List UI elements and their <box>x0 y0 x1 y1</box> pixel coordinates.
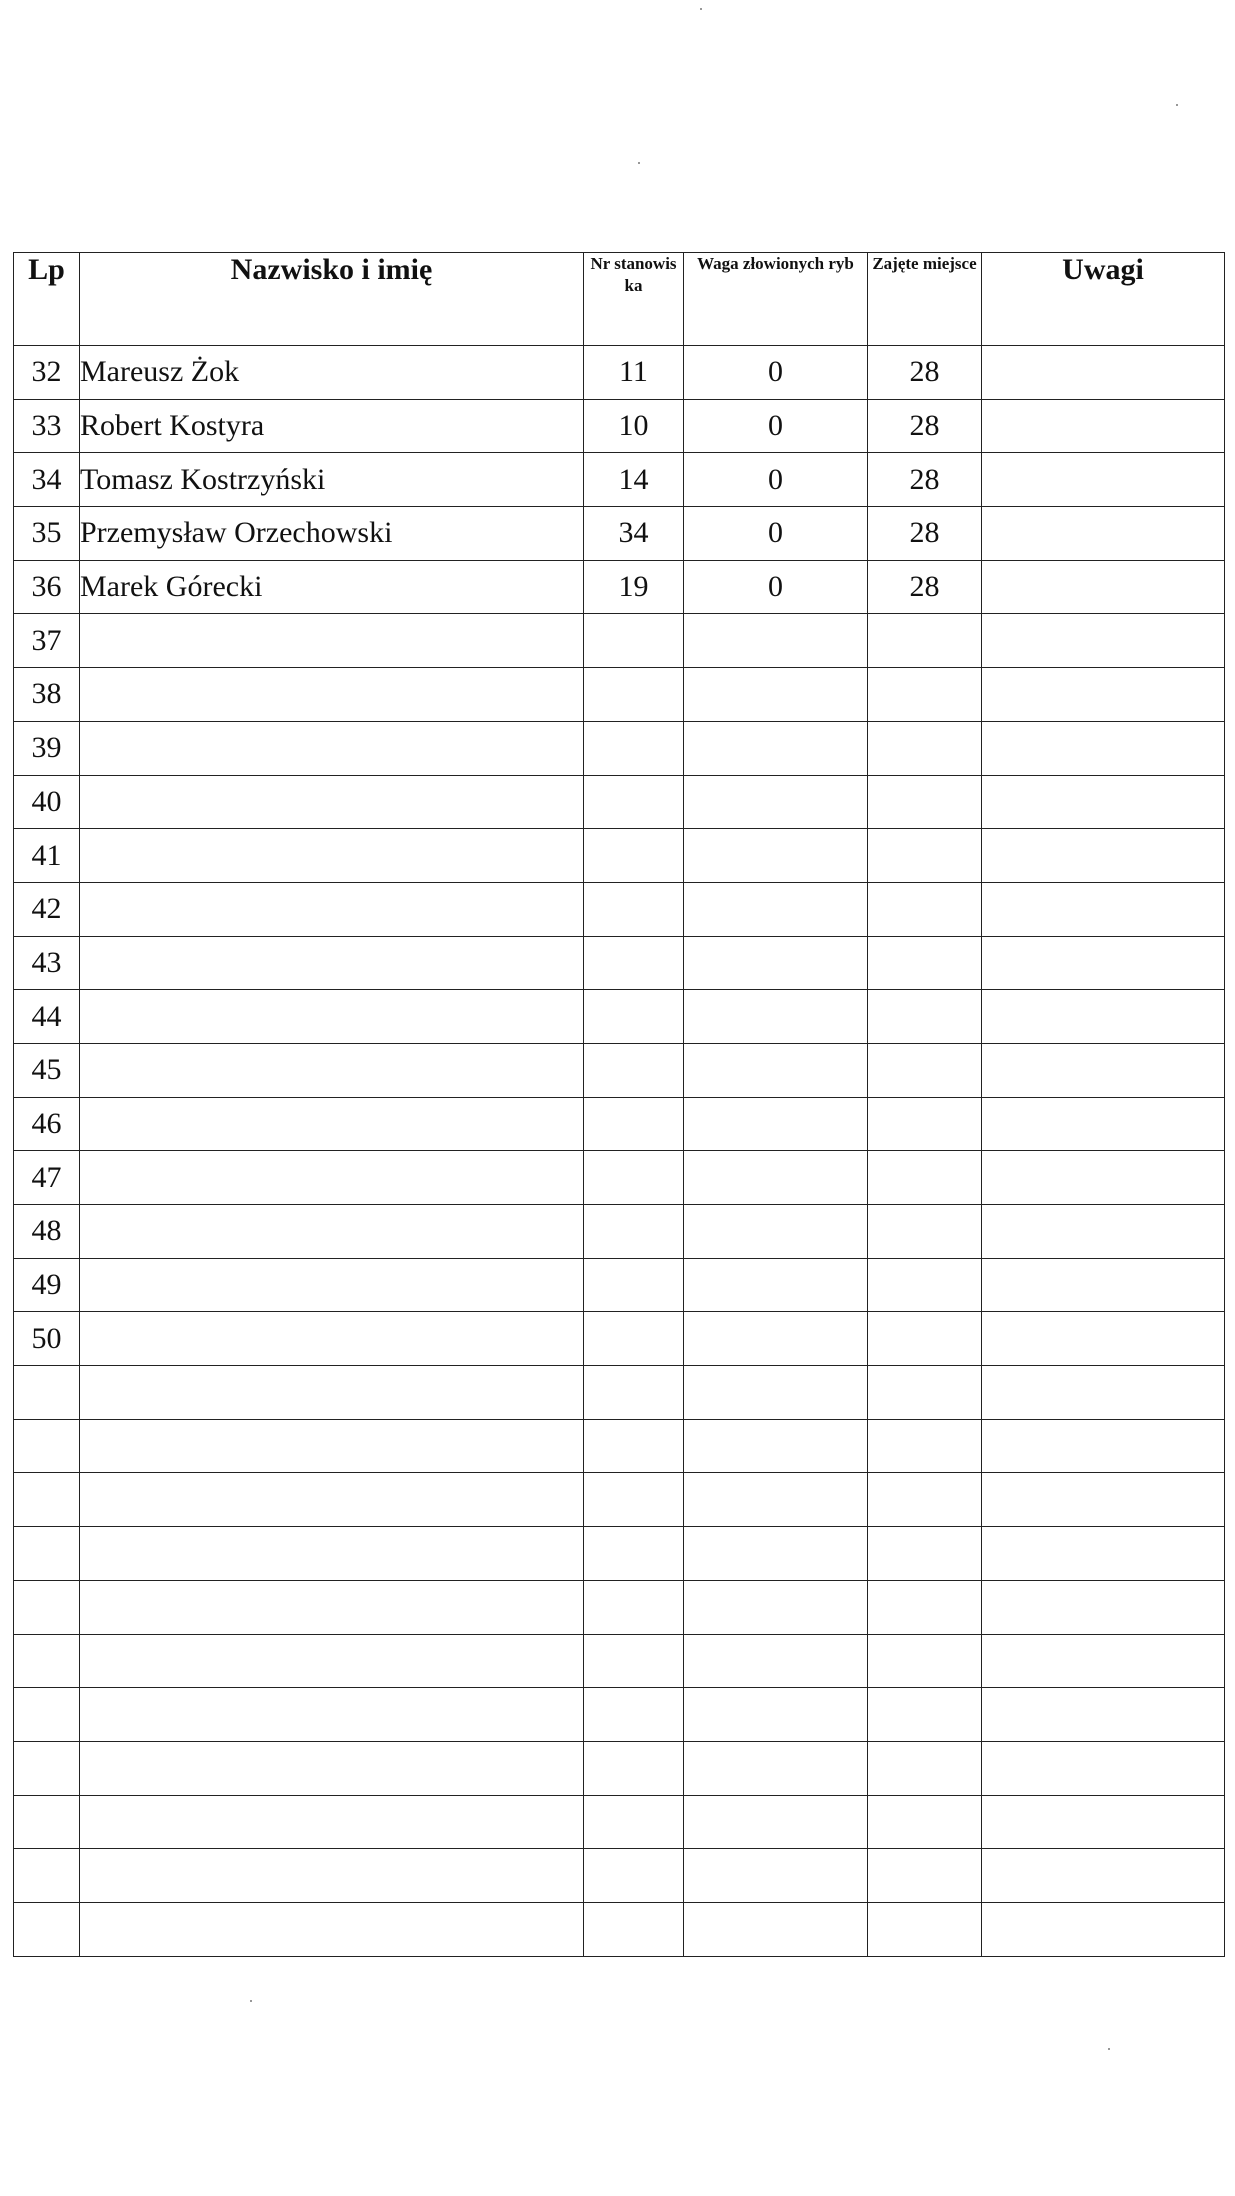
cell-name <box>80 990 584 1044</box>
results-table <box>13 252 1225 1957</box>
cell-miejsce <box>868 1205 982 1259</box>
cell-miejsce <box>868 1043 982 1097</box>
cell-waga <box>684 721 868 775</box>
cell-lp <box>14 1795 80 1849</box>
cell-waga <box>684 1366 868 1420</box>
cell-name <box>80 829 584 883</box>
cell-stanowisko <box>584 721 684 775</box>
cell-lp <box>14 1849 80 1903</box>
cell-miejsce <box>868 1741 982 1795</box>
header-row <box>14 253 1225 346</box>
cell-waga <box>684 1312 868 1366</box>
cell-name <box>80 1795 584 1849</box>
cell-stanowisko <box>584 1473 684 1527</box>
cell-lp: 48 <box>14 1205 80 1259</box>
cell-miejsce <box>868 1634 982 1688</box>
cell-miejsce: 28 <box>868 453 982 507</box>
cell-stanowisko <box>584 1741 684 1795</box>
cell-miejsce: 28 <box>868 346 982 400</box>
cell-uwagi <box>982 346 1225 400</box>
cell-name <box>80 1688 584 1742</box>
cell-stanowisko <box>584 775 684 829</box>
cell-stanowisko <box>584 829 684 883</box>
cell-miejsce: 28 <box>868 560 982 614</box>
table-row <box>14 614 1225 668</box>
cell-miejsce <box>868 1419 982 1473</box>
cell-lp: 37 <box>14 614 80 668</box>
cell-uwagi <box>982 507 1225 561</box>
cell-waga <box>684 1688 868 1742</box>
cell-miejsce <box>868 614 982 668</box>
cell-miejsce <box>868 990 982 1044</box>
results-table-body <box>14 346 1225 1957</box>
cell-stanowisko <box>584 1043 684 1097</box>
cell-waga <box>684 1527 868 1581</box>
table-row <box>14 1473 1225 1527</box>
table-row <box>14 346 1225 400</box>
cell-uwagi <box>982 1580 1225 1634</box>
table-row <box>14 1151 1225 1205</box>
cell-name <box>80 1634 584 1688</box>
cell-uwagi <box>982 1151 1225 1205</box>
scan-speck <box>250 2000 252 2002</box>
cell-uwagi <box>982 990 1225 1044</box>
cell-stanowisko <box>584 936 684 990</box>
cell-uwagi <box>982 399 1225 453</box>
cell-uwagi <box>982 1473 1225 1527</box>
cell-waga <box>684 1849 868 1903</box>
cell-stanowisko <box>584 1258 684 1312</box>
cell-miejsce <box>868 1849 982 1903</box>
table-row <box>14 1849 1225 1903</box>
table-row <box>14 775 1225 829</box>
table-row <box>14 1634 1225 1688</box>
cell-name <box>80 668 584 722</box>
cell-miejsce <box>868 1366 982 1420</box>
table-row <box>14 507 1225 561</box>
cell-waga <box>684 1741 868 1795</box>
cell-stanowisko <box>584 1097 684 1151</box>
cell-uwagi <box>982 829 1225 883</box>
table-row <box>14 1741 1225 1795</box>
header-waga: Waga złowionych ryb <box>684 253 868 346</box>
cell-uwagi <box>982 1419 1225 1473</box>
cell-uwagi <box>982 1849 1225 1903</box>
cell-stanowisko <box>584 1688 684 1742</box>
table-row <box>14 1366 1225 1420</box>
cell-waga <box>684 1097 868 1151</box>
cell-miejsce: 28 <box>868 399 982 453</box>
cell-stanowisko <box>584 1312 684 1366</box>
cell-waga <box>684 1043 868 1097</box>
cell-lp: 49 <box>14 1258 80 1312</box>
cell-name <box>80 1258 584 1312</box>
cell-waga <box>684 1205 868 1259</box>
cell-waga: 0 <box>684 507 868 561</box>
cell-uwagi <box>982 614 1225 668</box>
cell-miejsce <box>868 1580 982 1634</box>
cell-lp: 36 <box>14 560 80 614</box>
cell-lp <box>14 1527 80 1581</box>
cell-uwagi <box>982 936 1225 990</box>
cell-lp: 47 <box>14 1151 80 1205</box>
cell-stanowisko <box>584 1151 684 1205</box>
cell-waga: 0 <box>684 346 868 400</box>
cell-uwagi <box>982 453 1225 507</box>
header-stanowisko: Nr stanowis ka <box>584 253 684 346</box>
cell-stanowisko: 34 <box>584 507 684 561</box>
cell-name <box>80 882 584 936</box>
table-row <box>14 1688 1225 1742</box>
cell-waga <box>684 668 868 722</box>
cell-name <box>80 1419 584 1473</box>
cell-miejsce <box>868 775 982 829</box>
cell-name <box>80 1097 584 1151</box>
cell-waga <box>684 1473 868 1527</box>
cell-name: Marek Górecki <box>80 560 584 614</box>
cell-stanowisko <box>584 1366 684 1420</box>
table-row <box>14 990 1225 1044</box>
cell-stanowisko <box>584 1205 684 1259</box>
cell-stanowisko <box>584 1902 684 1956</box>
cell-miejsce <box>868 936 982 990</box>
table-row <box>14 1419 1225 1473</box>
table-row <box>14 1902 1225 1956</box>
cell-uwagi <box>982 1258 1225 1312</box>
cell-name <box>80 1205 584 1259</box>
cell-uwagi <box>982 560 1225 614</box>
cell-uwagi <box>982 1205 1225 1259</box>
cell-miejsce <box>868 1795 982 1849</box>
cell-uwagi <box>982 1043 1225 1097</box>
cell-stanowisko: 19 <box>584 560 684 614</box>
cell-name <box>80 721 584 775</box>
cell-miejsce <box>868 1688 982 1742</box>
table-row <box>14 936 1225 990</box>
cell-miejsce <box>868 1473 982 1527</box>
table-row <box>14 1312 1225 1366</box>
cell-lp <box>14 1366 80 1420</box>
cell-name: Robert Kostyra <box>80 399 584 453</box>
cell-lp <box>14 1688 80 1742</box>
header-name: Nazwisko i imię <box>80 253 584 346</box>
cell-miejsce <box>868 1258 982 1312</box>
cell-name <box>80 1312 584 1366</box>
table-row <box>14 1258 1225 1312</box>
cell-waga <box>684 1580 868 1634</box>
cell-uwagi <box>982 1795 1225 1849</box>
cell-waga: 0 <box>684 560 868 614</box>
table-row <box>14 1205 1225 1259</box>
cell-lp <box>14 1419 80 1473</box>
cell-stanowisko <box>584 1795 684 1849</box>
cell-stanowisko <box>584 1419 684 1473</box>
cell-name <box>80 1849 584 1903</box>
cell-waga <box>684 829 868 883</box>
cell-stanowisko <box>584 1580 684 1634</box>
cell-name <box>80 1527 584 1581</box>
cell-waga <box>684 1795 868 1849</box>
cell-name: Tomasz Kostrzyński <box>80 453 584 507</box>
cell-stanowisko: 14 <box>584 453 684 507</box>
table-row <box>14 560 1225 614</box>
cell-waga <box>684 990 868 1044</box>
cell-stanowisko <box>584 668 684 722</box>
cell-name <box>80 1902 584 1956</box>
cell-lp <box>14 1634 80 1688</box>
header-lp: Lp <box>14 253 80 346</box>
cell-waga <box>684 775 868 829</box>
cell-uwagi <box>982 882 1225 936</box>
cell-lp: 41 <box>14 829 80 883</box>
cell-miejsce <box>868 1151 982 1205</box>
cell-lp: 34 <box>14 453 80 507</box>
cell-lp: 50 <box>14 1312 80 1366</box>
cell-miejsce <box>868 882 982 936</box>
cell-lp <box>14 1741 80 1795</box>
cell-name <box>80 936 584 990</box>
cell-name <box>80 1366 584 1420</box>
cell-name: Przemysław Orzechowski <box>80 507 584 561</box>
cell-stanowisko <box>584 614 684 668</box>
cell-waga <box>684 1258 868 1312</box>
cell-stanowisko <box>584 882 684 936</box>
cell-miejsce <box>868 1097 982 1151</box>
cell-lp: 44 <box>14 990 80 1044</box>
cell-lp <box>14 1902 80 1956</box>
cell-lp <box>14 1473 80 1527</box>
cell-name <box>80 1580 584 1634</box>
cell-waga <box>684 936 868 990</box>
table-row <box>14 721 1225 775</box>
cell-uwagi <box>982 721 1225 775</box>
cell-miejsce <box>868 1527 982 1581</box>
table-row <box>14 1527 1225 1581</box>
table-row <box>14 668 1225 722</box>
cell-miejsce <box>868 721 982 775</box>
cell-uwagi <box>982 1688 1225 1742</box>
scan-speck <box>700 8 702 10</box>
cell-stanowisko <box>584 990 684 1044</box>
header-miejsce: Zajęte miejsce <box>868 253 982 346</box>
cell-lp: 33 <box>14 399 80 453</box>
cell-uwagi <box>982 775 1225 829</box>
cell-uwagi <box>982 1634 1225 1688</box>
cell-stanowisko <box>584 1634 684 1688</box>
cell-lp: 45 <box>14 1043 80 1097</box>
table-row <box>14 882 1225 936</box>
table-row <box>14 453 1225 507</box>
cell-name <box>80 1043 584 1097</box>
cell-waga: 0 <box>684 453 868 507</box>
cell-name <box>80 775 584 829</box>
cell-uwagi <box>982 1902 1225 1956</box>
table-row <box>14 1795 1225 1849</box>
cell-waga <box>684 1634 868 1688</box>
cell-waga <box>684 1902 868 1956</box>
scan-speck <box>638 162 640 164</box>
cell-name <box>80 614 584 668</box>
cell-stanowisko <box>584 1527 684 1581</box>
cell-miejsce <box>868 1312 982 1366</box>
cell-miejsce <box>868 1902 982 1956</box>
cell-uwagi <box>982 1312 1225 1366</box>
cell-miejsce <box>868 829 982 883</box>
cell-lp <box>14 1580 80 1634</box>
table-row <box>14 1580 1225 1634</box>
scan-speck <box>1176 104 1178 106</box>
cell-lp: 35 <box>14 507 80 561</box>
table-row <box>14 399 1225 453</box>
cell-miejsce: 28 <box>868 507 982 561</box>
cell-waga <box>684 1419 868 1473</box>
cell-stanowisko: 10 <box>584 399 684 453</box>
header-uwagi: Uwagi <box>982 253 1225 346</box>
table-row <box>14 1097 1225 1151</box>
cell-uwagi <box>982 1366 1225 1420</box>
results-table-header <box>14 253 1225 346</box>
cell-name <box>80 1151 584 1205</box>
cell-waga <box>684 614 868 668</box>
cell-stanowisko <box>584 1849 684 1903</box>
cell-uwagi <box>982 1097 1225 1151</box>
table-row <box>14 829 1225 883</box>
cell-lp: 38 <box>14 668 80 722</box>
cell-name: Mareusz Żok <box>80 346 584 400</box>
cell-waga: 0 <box>684 399 868 453</box>
cell-miejsce <box>868 668 982 722</box>
cell-lp: 40 <box>14 775 80 829</box>
cell-uwagi <box>982 1527 1225 1581</box>
cell-uwagi <box>982 1741 1225 1795</box>
cell-uwagi <box>982 668 1225 722</box>
cell-name <box>80 1741 584 1795</box>
cell-lp: 32 <box>14 346 80 400</box>
cell-name <box>80 1473 584 1527</box>
cell-waga <box>684 1151 868 1205</box>
table-row <box>14 1043 1225 1097</box>
cell-lp: 43 <box>14 936 80 990</box>
cell-waga <box>684 882 868 936</box>
cell-lp: 39 <box>14 721 80 775</box>
cell-lp: 42 <box>14 882 80 936</box>
cell-lp: 46 <box>14 1097 80 1151</box>
cell-stanowisko: 11 <box>584 346 684 400</box>
scan-speck <box>1108 2048 1110 2050</box>
